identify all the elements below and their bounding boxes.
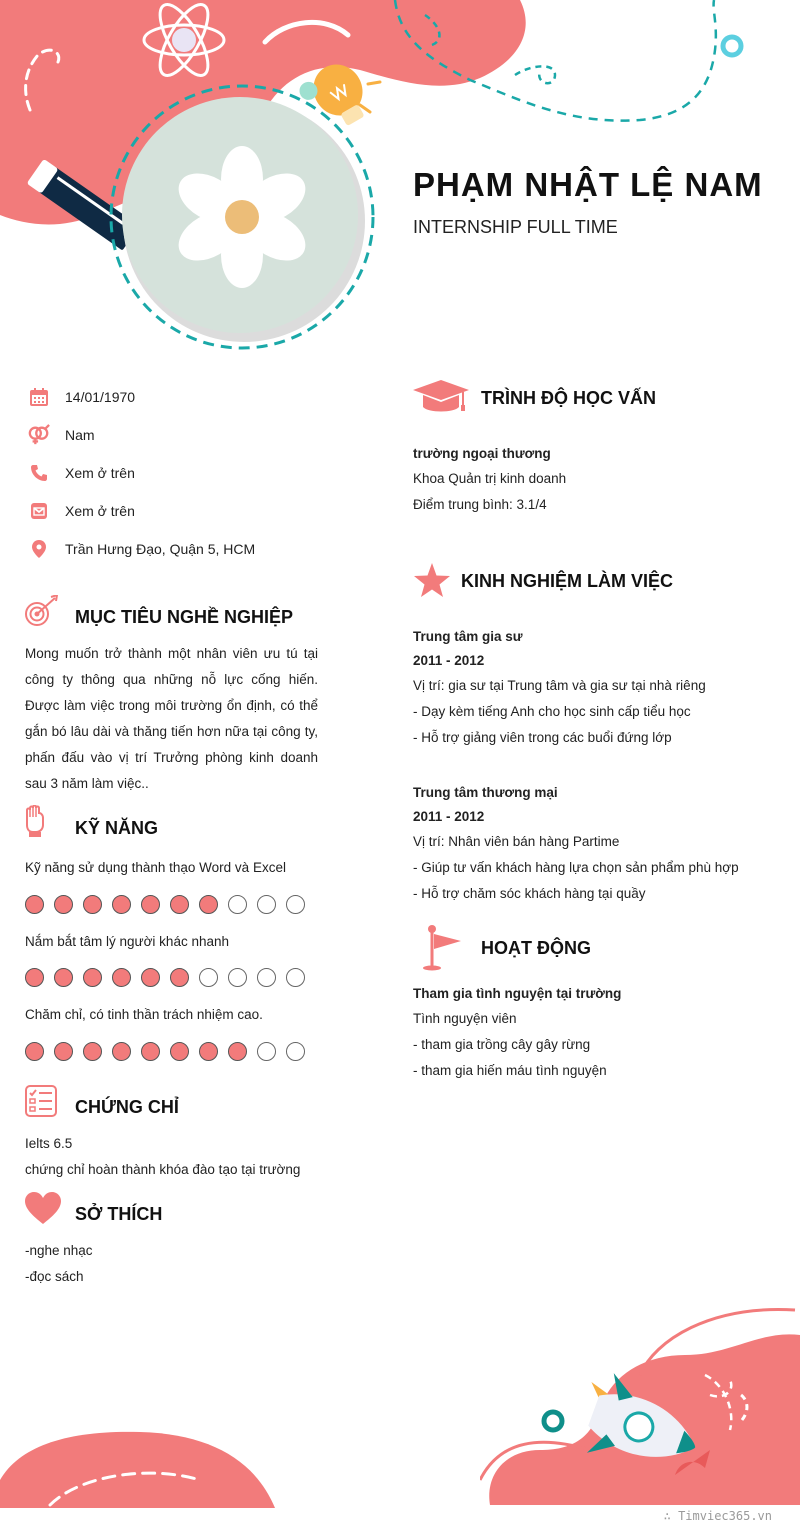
job-task: - Giúp tư vấn khách hàng lựa chọn sản phẩm phù hợp [413, 860, 739, 875]
objective-text: Mong muốn trở thành một nhân viên ưu tú tại công ty thông qua những nỗ lực cống hiến. Được làm việc trong môi trường ổn định, có thể gắn bó lâu dài và thăng tiến hơn nữa tại công ty, phấn đấu vào vị trí Trưởng phòng kinh doanh sau 3 năm làm việc.. [25, 646, 318, 791]
contact-gender [28, 424, 95, 446]
contact-address [28, 538, 255, 560]
target-icon [24, 595, 60, 629]
skill-rating-dots [25, 895, 315, 914]
hobby-item: -nghe nhạc [25, 1243, 93, 1258]
hobby-item: -đọc sách [25, 1269, 84, 1284]
skill-dot-filled [54, 968, 73, 987]
job-task: - Hỗ trợ giảng viên trong các buổi đứng lớp [413, 730, 672, 745]
skill-dot-filled [141, 1042, 160, 1061]
skill-dot-filled [170, 895, 189, 914]
skill-dot-empty [257, 895, 276, 914]
skill-dot-filled [25, 968, 44, 987]
fist-icon [24, 805, 48, 837]
job-role: Vị trí: gia sư tại Trung tâm và gia sư tại nhà riêng [413, 678, 706, 693]
address-value: Trần Hưng Đạo, Quận 5, HCM [65, 541, 256, 557]
candidate-name: PHẠM NHẬT LỆ NAM [413, 166, 763, 203]
skill-dot-filled [112, 895, 131, 914]
skill-dot-empty [228, 895, 247, 914]
job-role: Vị trí: Nhân viên bán hàng Partime [413, 834, 620, 849]
phone-icon [28, 462, 50, 484]
certificates-title: CHỨNG CHỈ [75, 1097, 179, 1117]
calendar-icon [28, 386, 50, 408]
location-pin-icon [28, 538, 50, 560]
skill-dot-filled [170, 968, 189, 987]
skill-dot-empty [257, 968, 276, 987]
contact-birthday [28, 386, 135, 408]
skill-dot-filled [112, 1042, 131, 1061]
experience-title: KINH NGHIỆM LÀM VIỆC [461, 571, 674, 591]
skill-label: Kỹ năng sử dụng thành thạo Word và Excel [25, 860, 286, 875]
activity-task: - tham gia hiến máu tình nguyện [413, 1063, 607, 1078]
skill-dot-empty [286, 895, 305, 914]
job-task: - Hỗ trợ chăm sóc khách hàng tại quầy [413, 886, 646, 901]
bottom-right-decoration [480, 1300, 800, 1510]
job-period: 2011 - 2012 [413, 809, 485, 824]
job-company: Trung tâm gia sư [413, 629, 523, 644]
skill-dot-filled [141, 895, 160, 914]
candidate-position: INTERNSHIP FULL TIME [413, 217, 618, 237]
heart-icon [24, 1192, 62, 1225]
skill-dot-filled [25, 1042, 44, 1061]
job-task: - Dạy kèm tiếng Anh cho học sinh cấp tiểu học [413, 704, 691, 719]
graduation-cap-icon [413, 380, 469, 414]
activity-name: Tham gia tình nguyện tại trường [413, 986, 622, 1001]
skills-title: KỸ NĂNG [75, 818, 159, 838]
email-value: Xem ở trên [65, 503, 135, 519]
skill-dot-empty [286, 968, 305, 987]
contact-phone [28, 462, 135, 484]
skill-dot-empty [257, 1042, 276, 1061]
education-gpa: Điểm trung bình: 3.1/4 [413, 497, 547, 512]
hobbies-title: SỞ THÍCH [75, 1204, 163, 1224]
skill-dot-empty [228, 968, 247, 987]
skill-dot-filled [228, 1042, 247, 1061]
skill-dot-filled [54, 895, 73, 914]
education-title: TRÌNH ĐỘ HỌC VẤN [481, 388, 656, 408]
skill-dot-empty [286, 1042, 305, 1061]
skill-dot-filled [141, 968, 160, 987]
checklist-icon [25, 1085, 57, 1117]
skill-dot-filled [83, 1042, 102, 1061]
bottom-left-decoration [0, 1420, 280, 1510]
star-icon [414, 563, 450, 597]
job-company: Trung tâm thương mại [413, 785, 558, 800]
skill-label: Nắm bắt tâm lý người khác nhanh [25, 934, 229, 949]
certificate-item: chứng chỉ hoàn thành khóa đào tạo tại trường [25, 1162, 301, 1177]
skill-dot-filled [25, 895, 44, 914]
certificate-item: Ielts 6.5 [25, 1136, 73, 1151]
skill-dot-filled [54, 1042, 73, 1061]
contact-email [28, 500, 135, 522]
skill-dot-filled [83, 895, 102, 914]
skill-dot-filled [83, 968, 102, 987]
activity-role: Tình nguyện viên [413, 1011, 517, 1026]
skill-dot-filled [112, 968, 131, 987]
phone-value: Xem ở trên [65, 465, 135, 481]
education-school: trường ngoại thương [413, 446, 551, 461]
objective-title: MỤC TIÊU NGHỀ NGHIỆP [75, 607, 294, 627]
skill-dot-filled [170, 1042, 189, 1061]
flag-icon [421, 925, 463, 971]
job-period: 2011 - 2012 [413, 653, 485, 668]
skill-dot-filled [199, 1042, 218, 1061]
skill-rating-dots [25, 1042, 315, 1061]
birthday-value: 14/01/1970 [65, 389, 136, 405]
education-major: Khoa Quản trị kinh doanh [413, 471, 567, 486]
skill-rating-dots [25, 968, 315, 987]
gender-icon [28, 424, 50, 446]
gender-value: Nam [65, 427, 95, 443]
activity-task: - tham gia trồng cây gây rừng [413, 1037, 591, 1052]
email-icon [28, 500, 50, 522]
activities-title: HOẠT ĐỘNG [481, 938, 591, 958]
skill-dot-empty [199, 968, 218, 987]
skill-dot-filled [199, 895, 218, 914]
skill-label: Chăm chỉ, có tinh thần trách nhiệm cao. [25, 1007, 263, 1022]
watermark: ∴ Timviec365.vn [663, 1509, 772, 1523]
